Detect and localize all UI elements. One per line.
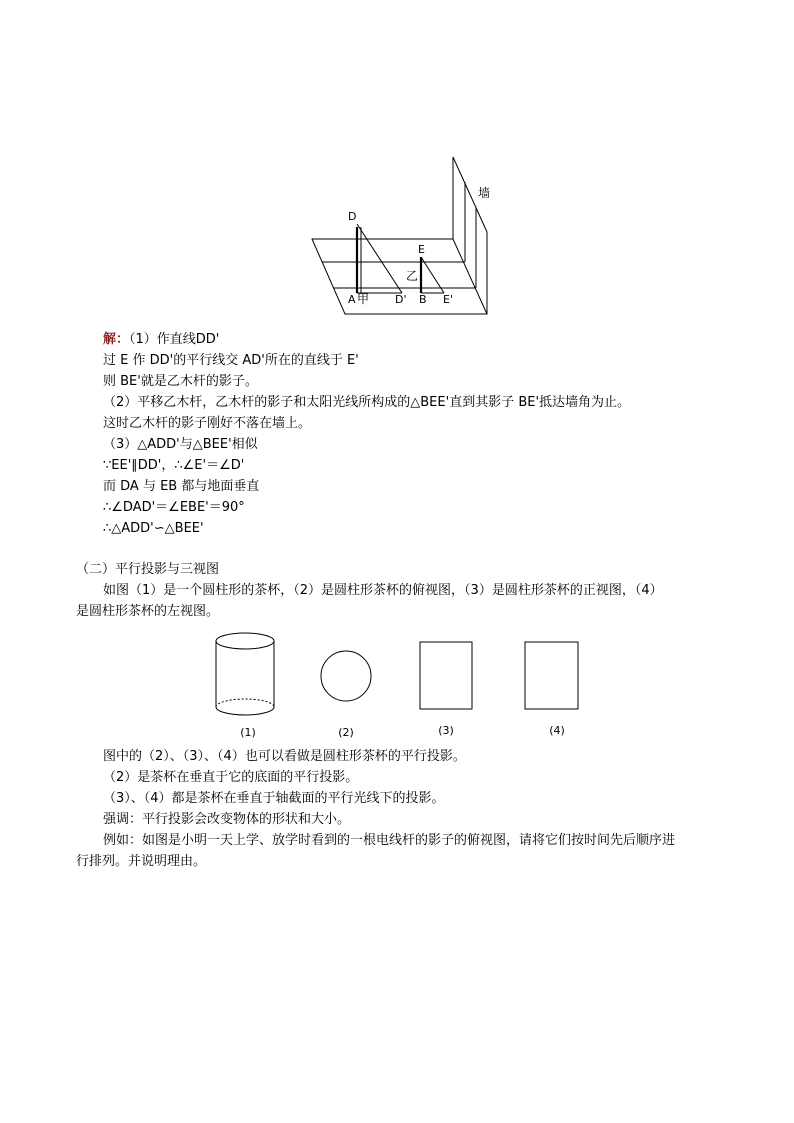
solution-step3d: ∴∠DAD'＝∠EBE'＝90° — [103, 500, 245, 515]
solution-step2b: 这时乙木杆的影子刚好不落在墙上。 — [103, 416, 312, 431]
top-view-circle — [321, 651, 371, 701]
para-5-line1: 例如：如图是小明一天上学、放学时看到的一根电线杆的影子的俯视图，请将它们按时间先后顺序进 — [103, 833, 676, 848]
label-B: B — [419, 293, 427, 306]
label-jia: 甲 — [357, 292, 370, 306]
section-heading: （二）平行投影与三视图 — [76, 562, 220, 577]
label-yi: 乙 — [406, 269, 419, 283]
cylinder-bottom-front — [216, 707, 274, 715]
para-5-line2: 行排列。并说明理由。 — [76, 854, 207, 869]
solution-step3a: （3）△ADD'与△BEE'相似 — [103, 437, 258, 452]
cylinder-bottom-back — [216, 699, 274, 707]
caption-4: (4) — [549, 724, 565, 737]
solution-step1b: 过 E 作 DD'的平行线交 AD'所在的直线于 E' — [103, 353, 359, 368]
sun-ray-dd — [357, 224, 402, 293]
left-view-rect — [525, 642, 578, 709]
front-view-rect — [420, 642, 472, 709]
solution-step3c: 而 DA 与 EB 都与地面垂直 — [103, 479, 260, 494]
cup-views-figure — [200, 624, 600, 744]
label-E: E — [418, 243, 425, 256]
solution-step3e: ∴△ADD'∽△BEE' — [103, 521, 204, 536]
section-intro-line2: 是圆柱形茶杯的左视图。 — [76, 604, 220, 619]
para-2: （2）是茶杯在垂直于它的底面的平行投影。 — [103, 770, 359, 785]
solution-label: 解： — [103, 332, 130, 347]
label-wall: 墙 — [478, 186, 491, 200]
para-3: （3）、（4）都是茶杯在垂直于轴截面的平行光线下的投影。 — [103, 791, 445, 806]
label-Dp: D' — [395, 293, 407, 306]
label-D: D — [348, 210, 357, 223]
solution-step1a: 解：（1）作直线DD' — [103, 332, 220, 347]
label-Ep: E' — [443, 293, 453, 306]
caption-2: (2) — [338, 726, 354, 739]
shadow-figure — [300, 150, 510, 320]
solution-step2a: （2）平移乙木杆，乙木杆的影子和太阳光线所构成的△BEE'直到其影子 BE'抵达墙角为止。 — [103, 395, 631, 410]
section-intro-line1: 如图（1）是一个圆柱形的茶杯，（2）是圆柱形茶杯的俯视图，（3）是圆柱形茶杯的正视图，（4） — [103, 583, 663, 598]
solution-step3b: ∵EE'∥DD'，∴∠E'＝∠D' — [103, 458, 245, 473]
caption-3: (3) — [438, 724, 454, 737]
para-1: 图中的（2）、（3）、（4）也可以看做是圆柱形茶杯的平行投影。 — [103, 749, 466, 764]
para-4: 强调：平行投影会改变物体的形状和大小。 — [103, 812, 351, 827]
cylinder-top — [216, 633, 274, 649]
caption-1: (1) — [240, 726, 256, 739]
solution-step1c: 则 BE'就是乙木杆的影子。 — [103, 374, 258, 389]
label-A: A — [348, 293, 356, 306]
